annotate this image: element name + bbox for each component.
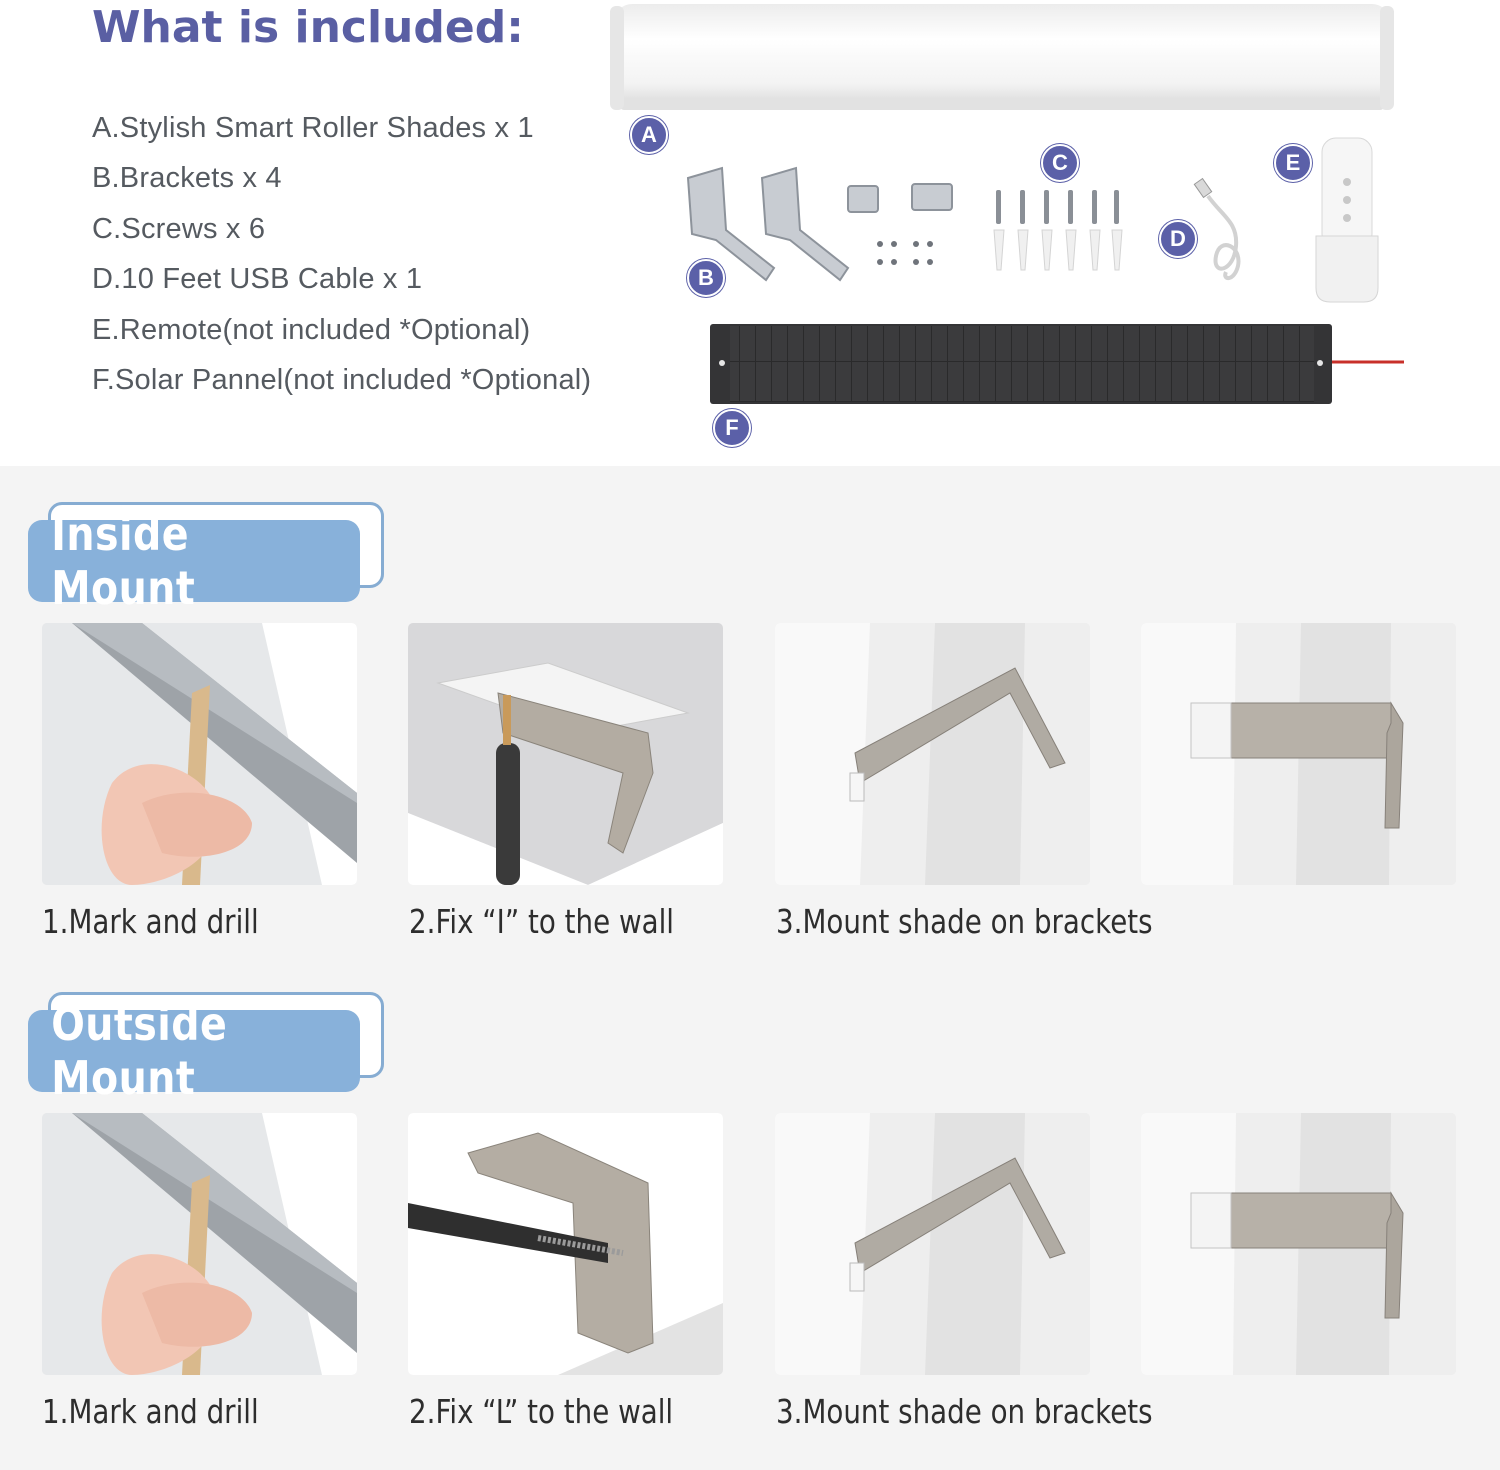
outside-step-1-caption: 1.Mark and drill (42, 1392, 259, 1431)
outside-step-1-image (42, 1113, 357, 1375)
included-item-b: B.Brackets x 4 (92, 162, 282, 195)
remote-illustration (1312, 136, 1382, 304)
mount-instructions-section (0, 466, 1500, 1470)
badge-f: F (713, 409, 751, 447)
included-item-f: F.Solar Pannel(not included *Optional) (92, 363, 592, 396)
inside-mount-title: Inside Mount (51, 507, 196, 615)
included-item-d: D.10 Feet USB Cable x 1 (92, 263, 423, 296)
outside-step-3b-image (1141, 1113, 1456, 1375)
outside-step-3-caption: 3.Mount shade on brackets (776, 1392, 1153, 1431)
inside-step-3b-image (1141, 623, 1456, 885)
badge-a: A (630, 116, 668, 154)
inside-step-1-caption: 1.Mark and drill (42, 902, 259, 941)
badge-b: B (687, 259, 725, 297)
outside-step-2-caption: 2.Fix “L” to the wall (409, 1392, 674, 1431)
inside-step-1-image (42, 623, 357, 885)
inside-mount-tag (28, 502, 380, 615)
included-item-e: E.Remote(not included *Optional) (92, 313, 531, 346)
inside-step-3-caption: 3.Mount shade on brackets (776, 902, 1153, 941)
usb-cable-illustration (1192, 176, 1252, 286)
brackets-illustration (682, 160, 972, 290)
badge-d: D (1159, 220, 1197, 258)
inside-step-3a-image (775, 623, 1090, 885)
included-section (0, 0, 1500, 466)
outside-step-3a-image (775, 1113, 1090, 1375)
outside-mount-title: Outside Mount (51, 997, 228, 1105)
inside-step-2-caption: 2.Fix “I” to the wall (409, 902, 675, 941)
outside-mount-tag (28, 992, 380, 1105)
included-item-list (92, 112, 591, 414)
inside-step-2-image (408, 623, 723, 885)
badge-c: C (1041, 144, 1079, 182)
included-item-a: A.Stylish Smart Roller Shades x 1 (92, 112, 534, 144)
included-item-c: C.Screws x 6 (92, 212, 266, 245)
outside-step-2-image (408, 1113, 723, 1375)
roller-shade-illustration (610, 0, 1394, 116)
solar-panel-illustration (708, 322, 1408, 406)
screws-illustration (990, 186, 1130, 272)
included-title: What is included: (92, 2, 524, 53)
badge-e: E (1274, 144, 1312, 182)
